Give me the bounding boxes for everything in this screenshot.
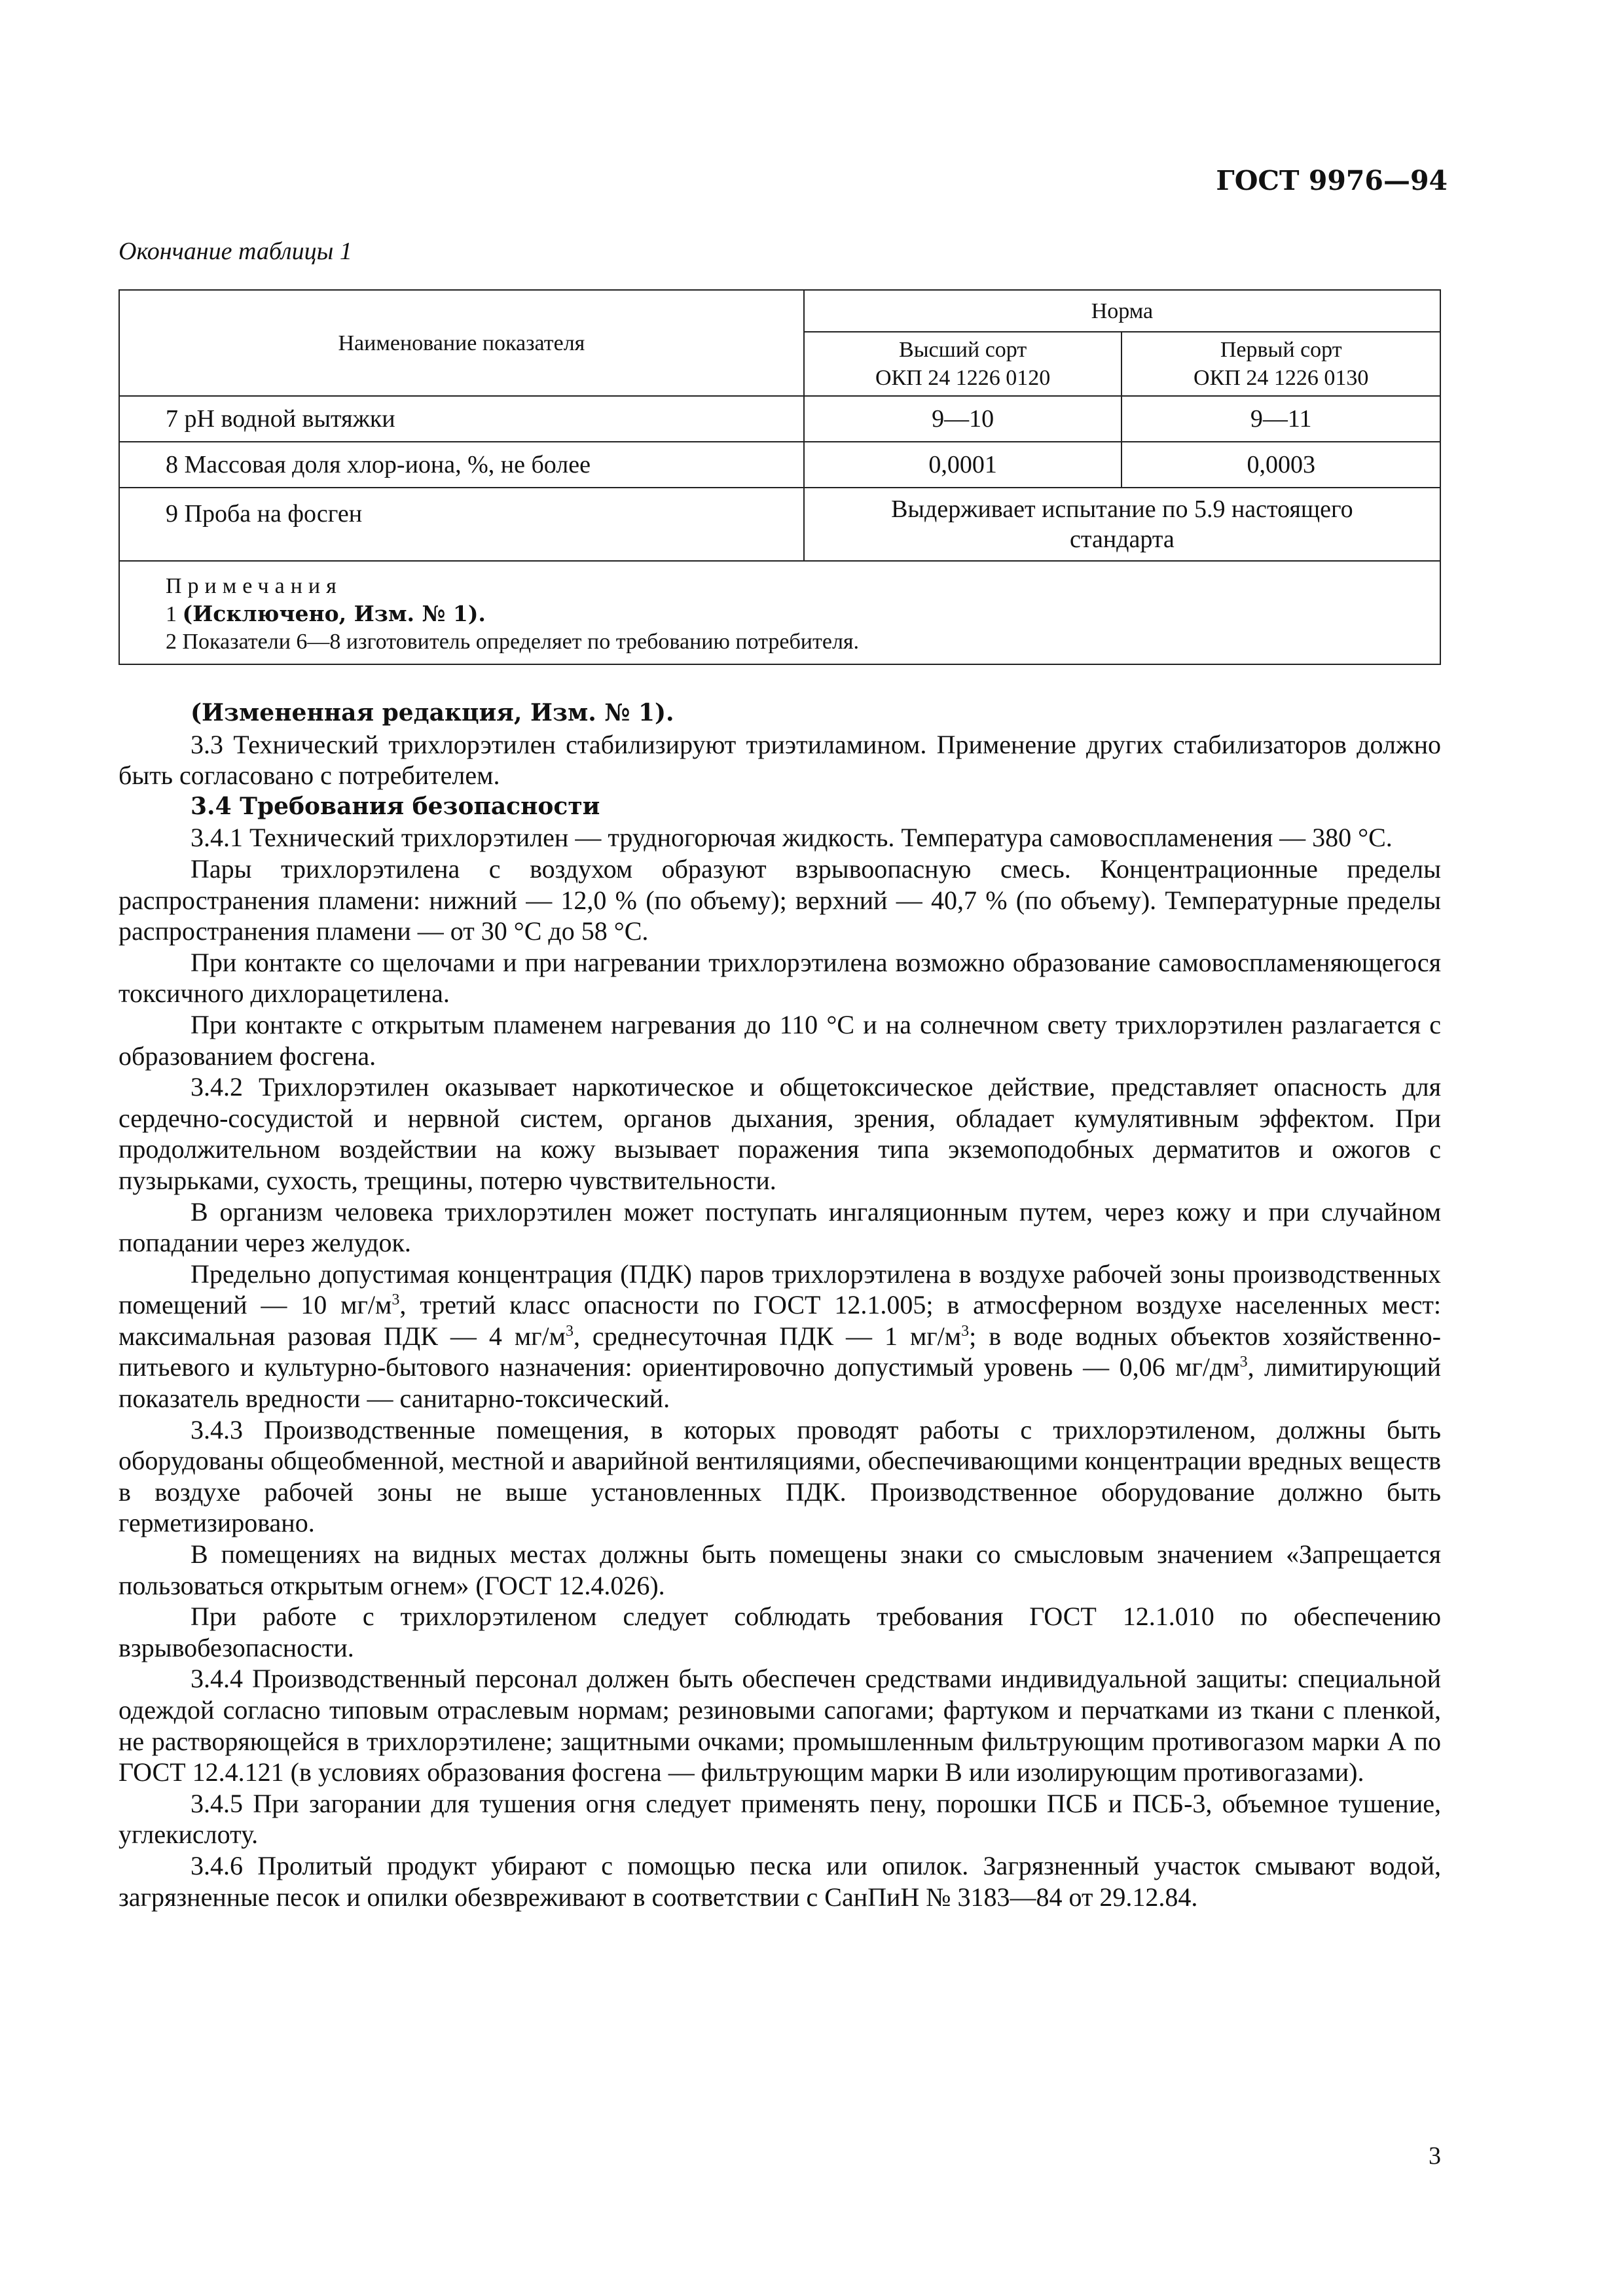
row-name: 8 Массовая доля хлор-иона, %, не более bbox=[119, 442, 804, 488]
paragraph-3-4-6: 3.4.6 Пролитый продукт убирают с помощью песка или опилок. Загрязненный участок смывают водой, загрязненные песок и опилки обезвреживают в соответствии с СанПиН № 3183—84 от 29.12.84. bbox=[119, 1850, 1441, 1912]
paragraph-3-4-4: 3.4.4 Производственный персонал должен быть обеспечен средствами индивидуальной защиты: специальной одеждой согласно типовым отраслевым нормам; резиновыми сапогами; фартуком и перчатками из ткани с пленкой, не растворяющейся в трихлорэтилене; защитными очками; промышленным фильтрующим противогазом марки А по ГОСТ 12.4.121 (в условиях образования фосгена — фильтрующим марки В или изолирующим противогазами). bbox=[119, 1664, 1441, 1787]
grade-first-name: Первый сорт bbox=[1220, 338, 1342, 362]
paragraph: Пары трихлорэтилена с воздухом образуют взрывоопасную смесь. Концентрационные пределы распространения пламени: нижний — 12,0 % (по объему); верхний — 40,7 % (по объему). Температурные пределы распространения пламени — от 30 °С до 58 °С. bbox=[119, 853, 1441, 946]
row-value-first: 9—11 bbox=[1122, 396, 1440, 442]
paragraph-3-4-3: 3.4.3 Производственные помещения, в которых проводят работы с трихлорэтиленом, должны быть оборудованы общеобменной, местной и аварийной вентиляциями, обеспечивающими концентрации вредных веществ в воздухе рабочей зоны не выше установленных ПДК. Производственное оборудование должно быть герметизировано. bbox=[119, 1414, 1441, 1538]
grade-top-name: Высший сорт bbox=[899, 338, 1027, 362]
grade-top-code: ОКП 24 1226 0120 bbox=[875, 366, 1051, 390]
notes-title: Примечания bbox=[166, 573, 342, 598]
note-1-number: 1 bbox=[166, 601, 177, 626]
paragraph-3-4-2: 3.4.2 Трихлорэтилен оказывает наркотическое и общетоксическое действие, представляет опасность для сердечно-сосудистой и нервной систем, органов дыхания, зрения, обладает кумулятивным эффектом. При продолжительном воздействии на кожу вызывает поражения типа экземоподобных дерматитов и ожогов с пузырьками, сухость, трещины, потерю чувствительности. bbox=[119, 1072, 1441, 1195]
document-code: ГОСТ 9976—94 bbox=[1216, 165, 1448, 196]
paragraph-mac: Предельно допустимая концентрация (ПДК) паров трихлорэтилена в воздухе рабочей зоны производственных помещений — 10 $мг/м^3$, третий класс опасности по ГОСТ 12.1.005; в атмосферном воздухе населенных мест: максимальная разовая ПДК — 4 $мг/м^3$, среднесуточная ПДК — 1 $мг/м^3$; в воде водных объектов хозяйственно-питьевого и культурно-бытового назначения: ориентировочно допустимый уровень — 0,06 $мг/дм^3$, лимитирующий показатель вредности — санитарно-токсический. bbox=[119, 1259, 1441, 1414]
page-number: 3 bbox=[1429, 2142, 1441, 2170]
paragraph: В организм человека трихлорэтилен может поступать ингаляционным путем, через кожу и при случайном попадании через желудок. bbox=[119, 1196, 1441, 1258]
amendment-note: (Измененная редакция, Изм. № 1). bbox=[191, 699, 674, 726]
row-value-top: 0,0001 bbox=[804, 442, 1122, 488]
body-text bbox=[119, 698, 1441, 1912]
paragraph: При контакте с открытым пламенем нагревания до 110 °С и на солнечном свету трихлорэтилен разлагается с образованием фосгена. bbox=[119, 1009, 1441, 1071]
column-header-grade-top bbox=[804, 332, 1122, 396]
column-header-norm: Норма bbox=[804, 290, 1440, 332]
spec-table bbox=[119, 289, 1441, 665]
row-value-first: 0,0003 bbox=[1122, 442, 1440, 488]
table-row bbox=[119, 488, 1440, 561]
row-name: 7 pH водной вытяжки bbox=[119, 396, 804, 442]
column-header-grade-first bbox=[1122, 332, 1440, 396]
note-1-text: (Исключено, Изм. № 1). bbox=[182, 600, 486, 626]
paragraph-3-4-5: 3.4.5 При загорании для тушения огня следует применять пену, порошки ПСБ и ПСБ-3, объемное тушение, углекислоту. bbox=[119, 1788, 1441, 1850]
paragraph: При работе с трихлорэтиленом следует соблюдать требования ГОСТ 12.1.010 по обеспечению взрывобезопасности. bbox=[119, 1602, 1441, 1662]
row-name: 9 Проба на фосген bbox=[119, 488, 804, 561]
paragraph-3-4-1: 3.4.1 Технический трихлорэтилен — трудногорючая жидкость. Температура самовоспламенения — 380 °С. bbox=[191, 823, 1393, 853]
note-1 bbox=[166, 600, 1440, 628]
section-heading-3-4: 3.4 Требования безопасности bbox=[191, 792, 600, 820]
grade-first-code: ОКП 24 1226 0130 bbox=[1194, 366, 1369, 390]
table-row bbox=[119, 442, 1440, 488]
paragraph: В помещениях на видных местах должны быть помещены знаки со смысловым значением «Запрещается пользоваться открытым огнем» (ГОСТ 12.4.026). bbox=[119, 1539, 1441, 1600]
row-merged-value: Выдерживает испытание по 5.9 настоящего стандарта bbox=[804, 488, 1440, 561]
column-header-name: Наименование показателя bbox=[119, 290, 804, 396]
table-notes bbox=[119, 561, 1440, 664]
paragraph: При контакте со щелочами и при нагревании трихлорэтилена возможно образование самовоспламеняющегося токсичного дихлорацетилена. bbox=[119, 947, 1441, 1009]
table-row bbox=[119, 396, 1440, 442]
row-value-top: 9—10 bbox=[804, 396, 1122, 442]
table-caption: Окончание таблицы 1 bbox=[119, 238, 352, 265]
paragraph-3-3: 3.3 Технический трихлорэтилен стабилизируют триэтиламином. Применение других стабилизаторов должно быть согласовано с потребителем. bbox=[119, 729, 1441, 791]
note-2: 2 Показатели 6—8 изготовитель определяет по требованию потребителя. bbox=[166, 629, 860, 654]
